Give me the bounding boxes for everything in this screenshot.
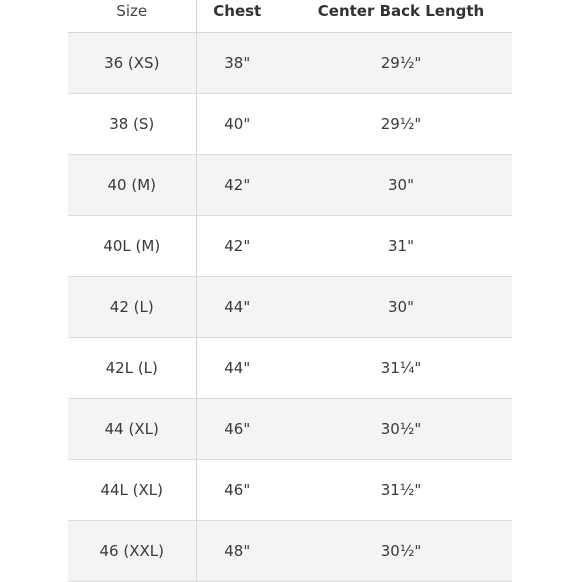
size-cell: 36 (XS) [68, 33, 196, 94]
chest-cell: 42" [196, 155, 278, 216]
header-row [68, 0, 512, 33]
chest-cell: 48" [196, 521, 278, 582]
back-length-cell: 29½" [278, 33, 512, 94]
back-length-cell: 30" [278, 277, 512, 338]
chest-cell: 38" [196, 33, 278, 94]
size-chart-table [68, 0, 512, 582]
table-row [68, 399, 512, 460]
chest-cell: 44" [196, 277, 278, 338]
table-row [68, 338, 512, 399]
table-row [68, 94, 512, 155]
size-cell: 38 (S) [68, 94, 196, 155]
table-row [68, 155, 512, 216]
back-length-cell: 31½" [278, 460, 512, 521]
table-row [68, 521, 512, 582]
size-cell: 40L (M) [68, 216, 196, 277]
chest-cell: 44" [196, 338, 278, 399]
size-cell: 46 (XXL) [68, 521, 196, 582]
back-length-cell: 31¼" [278, 338, 512, 399]
size-cell: 42L (L) [68, 338, 196, 399]
table-header [68, 0, 512, 33]
back-length-cell: 30" [278, 155, 512, 216]
table-row [68, 277, 512, 338]
back-length-cell: 29½" [278, 94, 512, 155]
table-row [68, 216, 512, 277]
size-cell: 40 (M) [68, 155, 196, 216]
size-cell: 44L (XL) [68, 460, 196, 521]
header-chest: Chest [196, 0, 278, 33]
back-length-cell: 30½" [278, 521, 512, 582]
size-cell: 42 (L) [68, 277, 196, 338]
size-cell: 44 (XL) [68, 399, 196, 460]
header-size: Size [68, 0, 196, 33]
table-row [68, 33, 512, 94]
back-length-cell: 31" [278, 216, 512, 277]
table-row [68, 460, 512, 521]
back-length-cell: 30½" [278, 399, 512, 460]
header-center-back-length: Center Back Length [278, 0, 512, 33]
chest-cell: 46" [196, 460, 278, 521]
chest-cell: 46" [196, 399, 278, 460]
chest-cell: 40" [196, 94, 278, 155]
table-body [68, 33, 512, 582]
chest-cell: 42" [196, 216, 278, 277]
